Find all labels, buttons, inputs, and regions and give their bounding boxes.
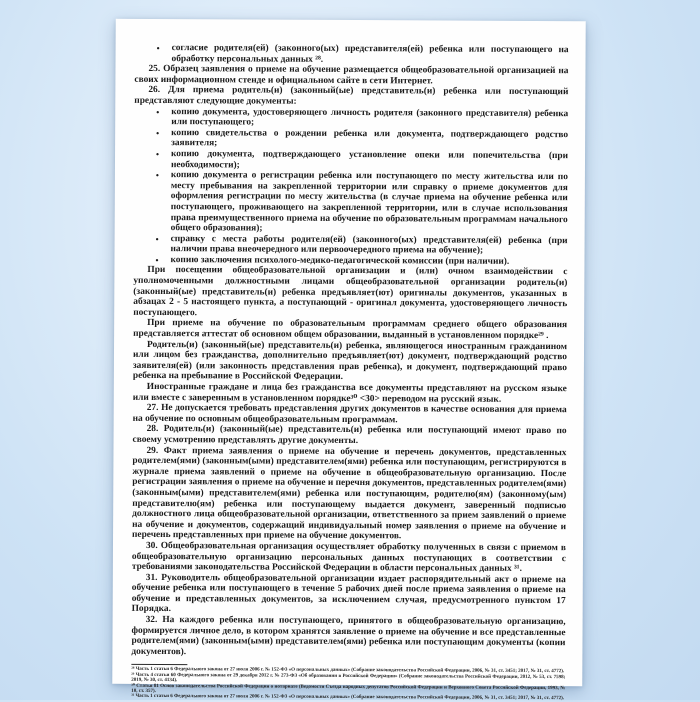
bullet-marker: •	[155, 233, 159, 244]
paragraph: Родитель(и) (законный(ые) представитель(и) ребенка, являющегося иностранным гражданином или лицом без гражданства, дополнительно предъявляет(ют) документ, подтверждающий родство заявителя(ей) (или законность представления прав ребенка), и документ, подтверждающий право ребенка на пребывание в Российской Федерации.	[132, 339, 568, 383]
bullet-text: копию заключения психолого-медико-педагогической комиссии (при наличии).	[170, 254, 510, 267]
bullet-marker: •	[156, 127, 160, 138]
document-body	[131, 43, 568, 660]
document-page	[112, 19, 585, 702]
paragraph: При посещении общеобразовательной организации и (или) очном взаимодействии с уполномоченными должностными лицами общеобразовательной организации родитель(и) (законный(ые) представитель(и) ребенка предъявляет(ют) оригиналы документов, указанных в абзацах 2 - 5 настоящего пункта, а поступающий - оригинал документа, удостоверяющего личность поступающего.	[133, 265, 568, 319]
paragraph: 30. Общеобразовательная организация осуществляет обработку полученных в связи с приемом в общеобразовательную организацию персональных данных поступающих в соответствии с требованиями законодательства Российской Федерации в области персональных данных ³¹.	[131, 540, 567, 575]
bullet-item	[134, 234, 568, 257]
footnote: ³¹ Часть 1 статьи 6 Федерального закона от 27 июля 2006 г. № 152-ФЗ «О персональных данных» (Собрание законодательства Российской Федерации, 2006, № 31, ст. 3451; 2017, № 31, ст. 4772).	[131, 694, 565, 702]
bullet-marker: •	[155, 254, 159, 265]
bullet-marker: •	[156, 148, 160, 159]
footnote-separator	[131, 664, 187, 665]
paragraph: 26. Для приема родитель(и) (законный(ые) представитель(и) ребенка или поступающий представляют следующие документы:	[134, 85, 569, 107]
paragraph: При приеме на обучение по образовательным программам среднего общего образования представляется аттестат об основном общем образовании, выданный в установленном порядке²⁹ .	[133, 318, 568, 342]
paragraph: 28. Родитель(и) (законный(ые) представитель(и) ребенка или поступающий имеют право по своему усмотрению представлять другие документы.	[132, 424, 567, 447]
bullet-item	[134, 149, 568, 172]
bullet-item	[134, 128, 568, 151]
paragraph: 27. Не допускается требовать представления других документов в качестве основания для приема на обучение по основным общеобразовательным программам.	[132, 403, 567, 426]
bullet-item	[135, 43, 569, 66]
footnote-list	[131, 667, 565, 702]
bullet-marker: •	[155, 170, 159, 181]
bullet-text: копию документа, удостоверяющего личность родителя (законного представителя) ребенка или поступающего;	[171, 106, 569, 128]
bullet-marker: •	[156, 106, 160, 117]
bullet-item	[134, 170, 568, 236]
bullet-text: копию документа о регистрации ребенка или поступающего по месту жительства или по месту пребывания на закрепленной территории или справку о приеме документов для оформления регистрации по месту жительства (в случае приема на обучение ребенка или поступающего, проживающего на закрепленной территории, или в случае использования права преимущественного приема на обучение по образовательным программам начального общего образования);	[170, 170, 568, 234]
paragraph: 29. Факт приема заявления о приеме на обучение и перечень документов, представленных родителем(ями) (законным(ыми) представителем(ями) ребенка или поступающим, регистрируются в журнале приема заявлений о приеме на обучение в общеобразовательную организацию. После регистрации заявления о приеме на обучение и перечня документов, представленных родителем(ями) (законным(ыми) представителем(ями) ребенка или поступающим, родителю(ям) (законному(ым) представителю(ям) ребенка или поступающему выдается документ, заверенный подписью должностного лица общеобразовательной организации, ответственного за прием заявлений о приеме на обучение и документов, содержащий индивидуальный номер заявления о приеме на обучение и перечень представленных при приеме на обучение документов.	[132, 445, 567, 542]
paragraph: Иностранные граждане и лица без гражданства все документы представляют на русском языке или вместе с заверенным в установленном порядке³⁰ <30> переводом на русский язык.	[132, 381, 567, 405]
bullet-text: копию документа, подтверждающего установление опеки или попечительства (при необходимости);	[170, 149, 569, 170]
bullet-text: согласие родителя(ей) (законного(ых) представителя(ей) ребенка или поступающего на обработку персональных данных ²⁸.	[171, 43, 569, 65]
footnote: ³⁰ Статья 81 Основ законодательства Российской Федерации о нотариате (Ведомости Съезда народных депутатов Российской Федерации и Верховного Совета Российской Федерации, 1993, № 10, ст. 357).	[131, 683, 566, 695]
footnote-section	[131, 664, 565, 702]
paragraph: 32. На каждого ребенка или поступающего, принятого в общеобразовательную организацию, формируется личное дело, в котором хранятся заявление о приеме на обучение и все представленные родителем(ями) (законным(ыми) представителем(ями) ребенка или поступающим документы (копии документов).	[131, 615, 566, 657]
footnote: ²⁹ Часть 4 статьи 60 Федерального закона от 29 декабря 2012 г. № 273-ФЗ «Об образовании в Российской Федерации» (Собрание законодательства Российской Федерации, 2012, № 53, ст. 7598; 2019, № 30, ст. 4134).	[131, 672, 566, 684]
footnote: ²⁸ Часть 1 статьи 6 Федерального закона от 27 июля 2006 г. № 152-ФЗ «О персональных данных» (Собрание законодательства Российской Федерации, 2006, № 31, ст. 3451; 2017, № 31, ст. 4772).	[131, 667, 565, 675]
bullet-marker: •	[156, 42, 160, 54]
bullet-text: справку с места работы родителя(ей) (законного(ых) представителя(ей) ребенка (при наличии права внеочередного или первоочередного приема на обучение);	[170, 233, 568, 256]
paragraph: 31. Руководитель общеобразовательной организации издает распорядительный акт о приеме на обучение ребенка или поступающего в течение 5 рабочих дней после приема заявления о приеме на обучение и представленных документов, за исключением случая, предусмотренного пунктом 17 Порядка.	[131, 572, 566, 615]
bullet-text: копию свидетельства о рождении ребенка или документа, подтверждающего родство заявителя;	[171, 127, 569, 149]
bullet-item	[134, 106, 568, 129]
paragraph: 25. Образец заявления о приеме на обучение размещается общеобразовательной организацией на своих информационном стенде и официальном сайте в сети Интернет.	[134, 64, 569, 87]
bullet-item	[133, 255, 567, 268]
